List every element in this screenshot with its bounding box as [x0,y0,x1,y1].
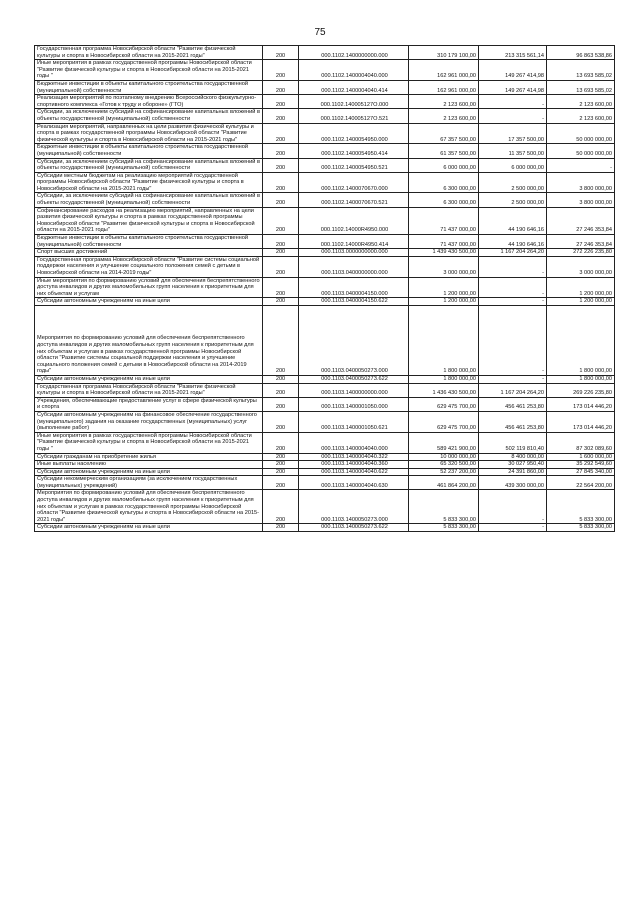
row-classification-code-cell: 000.1103.1400001050.621 [299,411,409,432]
row-executed-amount-cell: 502 119 810,40 [479,432,547,453]
row-code-cell: 200 [263,158,299,172]
row-code-cell: 200 [263,432,299,453]
row-unexecuted-amount-cell: 27 246 353,84 [547,235,615,249]
row-unexecuted-amount-cell: 173 014 446,20 [547,397,615,411]
table-row [35,453,615,461]
row-approved-amount-cell: 1 800 000,00 [409,375,479,383]
row-unexecuted-amount-cell: 1 200 000,00 [547,298,615,306]
row-unexecuted-amount-cell: 13 693 585,02 [547,60,615,81]
row-unexecuted-amount-cell: 1 600 000,00 [547,453,615,461]
row-code-cell: 200 [263,490,299,524]
table-row [35,383,615,397]
row-approved-amount-cell: 2 123 600,00 [409,95,479,109]
row-executed-amount-cell: - [479,256,547,277]
row-approved-amount-cell: 461 864 200,00 [409,476,479,490]
row-code-cell: 200 [263,411,299,432]
row-name-cell: Иные мероприятия по формированию условий для обеспечения беспрепятственного доступа инвалидов и других маломобильных групп населения к приоритетным для них объектам и услугам [35,277,263,298]
row-code-cell: 200 [263,193,299,207]
table-row [35,411,615,432]
row-code-cell: 200 [263,277,299,298]
row-classification-code-cell: 000.1103.040005027З.622 [299,375,409,383]
row-executed-amount-cell: 149 267 414,98 [479,60,547,81]
row-approved-amount-cell: 1 200 000,00 [409,277,479,298]
row-name-cell: Бюджетные инвестиции в объекты капитального строительства государственной (муниципальной) собственности [35,80,263,94]
row-classification-code-cell: 000.1103.0000000000.000 [299,249,409,257]
table-row [35,80,615,94]
row-code-cell: 200 [263,305,299,375]
row-classification-code-cell: 000.1102.14000R4950.000 [299,207,409,234]
row-approved-amount-cell: 1 200 000,00 [409,298,479,306]
row-executed-amount-cell: 456 461 253,80 [479,397,547,411]
row-code-cell: 200 [263,207,299,234]
row-executed-amount-cell: 24 391 860,00 [479,468,547,476]
row-unexecuted-amount-cell: 13 693 585,02 [547,80,615,94]
row-classification-code-cell: 000.1102.1400000000.000 [299,46,409,60]
row-classification-code-cell: 000.1103.1400004040.630 [299,476,409,490]
row-executed-amount-cell: 8 400 000,00 [479,453,547,461]
row-classification-code-cell: 000.1102.1400070670.521 [299,193,409,207]
row-classification-code-cell: 000.1103.040005027З.000 [299,305,409,375]
row-unexecuted-amount-cell: 27 845 340,00 [547,468,615,476]
row-approved-amount-cell: 162 961 000,00 [409,80,479,94]
row-unexecuted-amount-cell: 1 800 000,00 [547,305,615,375]
row-name-cell: Субсидии автономным учреждениям на финансовое обеспечение государственного (муниципального) задания на оказание государственных (муниципальных) услуг (выполнение работ) [35,411,263,432]
row-unexecuted-amount-cell: 5 833 300,00 [547,490,615,524]
row-unexecuted-amount-cell: 27 246 353,84 [547,207,615,234]
row-classification-code-cell: 000.1103.1400004040.360 [299,461,409,469]
row-unexecuted-amount-cell: 173 014 446,20 [547,411,615,432]
row-code-cell: 200 [263,172,299,193]
row-name-cell: Спорт высших достижений [35,249,263,257]
row-name-cell: Мероприятия по формированию условий для обеспечения беспрепятственного доступа инвалидов и других маломобильных групп населения к приоритетным для них объектам и услугам в рамках государственной программы Новосибирской области "Развитие системы социальной поддержки населения и улучшение социального положения семей с детьми в Новосибирской области на 2014-2019 годы" [35,305,263,375]
row-executed-amount-cell: 44 190 646,16 [479,235,547,249]
row-code-cell: 200 [263,397,299,411]
row-code-cell: 200 [263,60,299,81]
table-row [35,490,615,524]
row-executed-amount-cell: 2 500 000,00 [479,172,547,193]
row-approved-amount-cell: 310 179 100,00 [409,46,479,60]
row-executed-amount-cell: 213 315 561,14 [479,46,547,60]
row-approved-amount-cell: 3 000 000,00 [409,256,479,277]
row-approved-amount-cell: 589 421 900,00 [409,432,479,453]
table-row [35,461,615,469]
row-executed-amount-cell: 11 357 500,00 [479,144,547,158]
row-unexecuted-amount-cell: 5 833 300,00 [547,524,615,532]
page-number: 75 [314,27,326,38]
table-row [35,468,615,476]
row-classification-code-cell: 000.1102.140005127О.000 [299,95,409,109]
row-name-cell: Иные выплаты населению [35,461,263,469]
row-approved-amount-cell: 1 800 000,00 [409,305,479,375]
row-approved-amount-cell: 629 475 700,00 [409,411,479,432]
row-executed-amount-cell: 30 027 950,40 [479,461,547,469]
row-approved-amount-cell: 71 437 000,00 [409,235,479,249]
row-unexecuted-amount-cell: 2 123 600,00 [547,109,615,123]
row-classification-code-cell: 000.1103.1400004040.000 [299,432,409,453]
row-unexecuted-amount-cell: 35 292 549,60 [547,461,615,469]
table-row [35,95,615,109]
row-name-cell: Иные мероприятия в рамках государственной программы Новосибирской области "Развитие физической культуры и спорта в Новосибирской области на 2015-2021 годы " [35,60,263,81]
row-unexecuted-amount-cell: - [547,158,615,172]
row-name-cell: Субсидии гражданам на приобретение жилья [35,453,263,461]
table-row [35,305,615,375]
table-row [35,298,615,306]
row-classification-code-cell: 000.1103.140005027З.622 [299,524,409,532]
row-executed-amount-cell: 149 267 414,98 [479,80,547,94]
row-approved-amount-cell: 162 961 000,00 [409,60,479,81]
row-name-cell: Государственная программа Новосибирской области "Развитие физической культуры и спорта в Новосибирской области на 2015-2021 годы" [35,46,263,60]
row-name-cell: Реализация мероприятий по поэтапному внедрению Всероссийского физкультурно-спортивного комплекса «Готов к труду и обороне» (ГТО) [35,95,263,109]
row-classification-code-cell: 000.1103.1400000000.000 [299,383,409,397]
row-approved-amount-cell: 5 833 300,00 [409,524,479,532]
row-name-cell: Субсидии некоммерческим организациям (за исключением государственных (муниципальных) учреждений) [35,476,263,490]
row-executed-amount-cell: - [479,490,547,524]
table-row [35,524,615,532]
row-name-cell: Субсидии автономным учреждениям на иные цели [35,468,263,476]
row-name-cell: Субсидии автономным учреждениям на иные цели [35,375,263,383]
table-row [35,249,615,257]
row-executed-amount-cell: - [479,305,547,375]
table-row [35,432,615,453]
row-code-cell: 200 [263,109,299,123]
row-unexecuted-amount-cell: 87 302 089,60 [547,432,615,453]
row-classification-code-cell: 000.1102.14000R4950.414 [299,235,409,249]
row-code-cell: 200 [263,95,299,109]
row-name-cell: Бюджетные инвестиции в объекты капитального строительства государственной (муниципальной) собственности [35,235,263,249]
row-code-cell: 200 [263,476,299,490]
row-executed-amount-cell: - [479,298,547,306]
row-unexecuted-amount-cell: 50 000 000,00 [547,123,615,144]
row-approved-amount-cell: 2 123 600,00 [409,109,479,123]
row-classification-code-cell: 000.1103.0400000000.000 [299,256,409,277]
row-code-cell: 200 [263,298,299,306]
row-classification-code-cell: 000.1102.1400054950.000 [299,123,409,144]
row-executed-amount-cell: 456 461 253,80 [479,411,547,432]
row-unexecuted-amount-cell: 272 226 235,80 [547,249,615,257]
row-code-cell: 200 [263,144,299,158]
table-row [35,476,615,490]
table-row [35,193,615,207]
table-row [35,375,615,383]
row-approved-amount-cell: 1 436 430 500,00 [409,383,479,397]
row-code-cell: 200 [263,46,299,60]
table-row [35,46,615,60]
row-code-cell: 200 [263,256,299,277]
table-row [35,109,615,123]
row-executed-amount-cell: 1 167 204 264,20 [479,249,547,257]
row-classification-code-cell: 000.1103.1400004040.322 [299,453,409,461]
row-executed-amount-cell: 439 300 000,00 [479,476,547,490]
table-row [35,277,615,298]
table-row [35,207,615,234]
row-unexecuted-amount-cell: 3 000 000,00 [547,256,615,277]
row-name-cell: Субсидии автономным учреждениям на иные цели [35,524,263,532]
table-body [35,46,615,532]
table-row [35,397,615,411]
row-name-cell: Иные мероприятия в рамках государственной программы Новосибирской области "Развитие физической культуры и спорта в Новосибирской области на 2015-2021 годы " [35,432,263,453]
table-row [35,123,615,144]
row-unexecuted-amount-cell: 2 123 600,00 [547,95,615,109]
row-classification-code-cell: 000.1103.0400004150.622 [299,298,409,306]
table-row [35,256,615,277]
row-classification-code-cell: 000.1102.1400070670.000 [299,172,409,193]
row-executed-amount-cell: - [479,277,547,298]
row-name-cell: Государственная программа Новосибирской области "Развитие физической культуры и спорта в Новосибирской области на 2015-2021 годы" [35,383,263,397]
row-approved-amount-cell: 67 357 500,00 [409,123,479,144]
row-code-cell: 200 [263,80,299,94]
row-unexecuted-amount-cell: 3 800 000,00 [547,172,615,193]
table-row [35,158,615,172]
row-unexecuted-amount-cell: 50 000 000,00 [547,144,615,158]
row-unexecuted-amount-cell: 22 564 200,00 [547,476,615,490]
row-approved-amount-cell: 6 300 000,00 [409,172,479,193]
row-code-cell: 200 [263,375,299,383]
table-row [35,144,615,158]
row-name-cell: Учреждения, обеспечивающие предоставление услуг в сфере физической культуры и спорта [35,397,263,411]
row-approved-amount-cell: 61 357 500,00 [409,144,479,158]
row-name-cell: Софинансирование расходов на реализацию мероприятий, направленных на цели развития физической культуры и спорта в рамках государственной программы Новосибирской области "Развитие физической культуры и спорта в Новосибирской области на 2015-2021 годы" [35,207,263,234]
row-executed-amount-cell: - [479,109,547,123]
row-name-cell: Субсидии, за исключением субсидий на софинансирование капитальных вложений в объекты государственной (муниципальной) собственности [35,193,263,207]
row-executed-amount-cell: - [479,95,547,109]
row-code-cell: 200 [263,453,299,461]
row-executed-amount-cell: 17 357 500,00 [479,123,547,144]
row-name-cell: Субсидии, за исключением субсидий на софинансирование капитальных вложений в объекты государственной (муниципальной) собственности [35,158,263,172]
row-name-cell: Мероприятия по формированию условий для обеспечения беспрепятственного доступа инвалидов и других маломобильных групп населения к приоритетным для них объектам и услугам в рамках государственной программы Новосибирской области "Развитие физической культуры и спорта в Новосибирской области на 2015-2021 годы" [35,490,263,524]
row-approved-amount-cell: 629 475 700,00 [409,397,479,411]
row-classification-code-cell: 000.1102.1400004040.414 [299,80,409,94]
row-executed-amount-cell: 44 190 646,16 [479,207,547,234]
row-approved-amount-cell: 52 237 200,00 [409,468,479,476]
row-code-cell: 200 [263,461,299,469]
budget-execution-table [34,45,615,532]
row-unexecuted-amount-cell: 96 863 538,86 [547,46,615,60]
row-unexecuted-amount-cell: 1 200 000,00 [547,277,615,298]
row-name-cell: Субсидии автономным учреждениям на иные цели [35,298,263,306]
row-executed-amount-cell: 1 167 204 264,20 [479,383,547,397]
row-classification-code-cell: 000.1103.140005027З.000 [299,490,409,524]
row-classification-code-cell: 000.1102.1400054950.521 [299,158,409,172]
row-name-cell: Субсидии, за исключением субсидий на софинансирование капитальных вложений в объекты государственной (муниципальной) собственности [35,109,263,123]
row-approved-amount-cell: 65 320 500,00 [409,461,479,469]
row-unexecuted-amount-cell: 269 226 235,80 [547,383,615,397]
row-executed-amount-cell: - [479,524,547,532]
row-executed-amount-cell: - [479,375,547,383]
row-name-cell: Государственная программа Новосибирской области "Развитие системы социальной поддержки населения и улучшение социального положения семей с детьми в Новосибирской области на 2014-2019 годы" [35,256,263,277]
row-classification-code-cell: 000.1103.1400004040.622 [299,468,409,476]
row-classification-code-cell: 000.1103.1400001050.000 [299,397,409,411]
row-approved-amount-cell: 6 300 000,00 [409,193,479,207]
row-unexecuted-amount-cell: 3 800 000,00 [547,193,615,207]
row-executed-amount-cell: 2 500 000,00 [479,193,547,207]
row-classification-code-cell: 000.1103.0400004150.000 [299,277,409,298]
row-executed-amount-cell: 6 000 000,00 [479,158,547,172]
table-row [35,60,615,81]
row-code-cell: 200 [263,468,299,476]
row-unexecuted-amount-cell: 1 800 000,00 [547,375,615,383]
row-classification-code-cell: 000.1102.1400054950.414 [299,144,409,158]
table-row [35,172,615,193]
row-approved-amount-cell: 5 833 300,00 [409,490,479,524]
row-classification-code-cell: 000.1102.1400004040.000 [299,60,409,81]
row-approved-amount-cell: 1 439 430 500,00 [409,249,479,257]
row-name-cell: Бюджетные инвестиции в объекты капитального строительства государственной (муниципальной) собственности [35,144,263,158]
row-code-cell: 200 [263,249,299,257]
row-code-cell: 200 [263,123,299,144]
row-name-cell: Субсидии местным бюджетам на реализацию мероприятий государственной программы Новосибирской области "Развитие физической культуры и спорта в Новосибирской области на 2015-2021 годы" [35,172,263,193]
row-approved-amount-cell: 6 000 000,00 [409,158,479,172]
table-row [35,235,615,249]
row-code-cell: 200 [263,524,299,532]
row-classification-code-cell: 000.1102.140005127О.521 [299,109,409,123]
row-approved-amount-cell: 71 437 000,00 [409,207,479,234]
row-code-cell: 200 [263,383,299,397]
row-approved-amount-cell: 10 000 000,00 [409,453,479,461]
row-code-cell: 200 [263,235,299,249]
row-name-cell: Реализация мероприятий, направленных на цели развития физической культуры и спорта в рамках государственной программы Новосибирской области "Развитие физической культуры и спорта в Новосибирской области на 2015-2021 годы" [35,123,263,144]
